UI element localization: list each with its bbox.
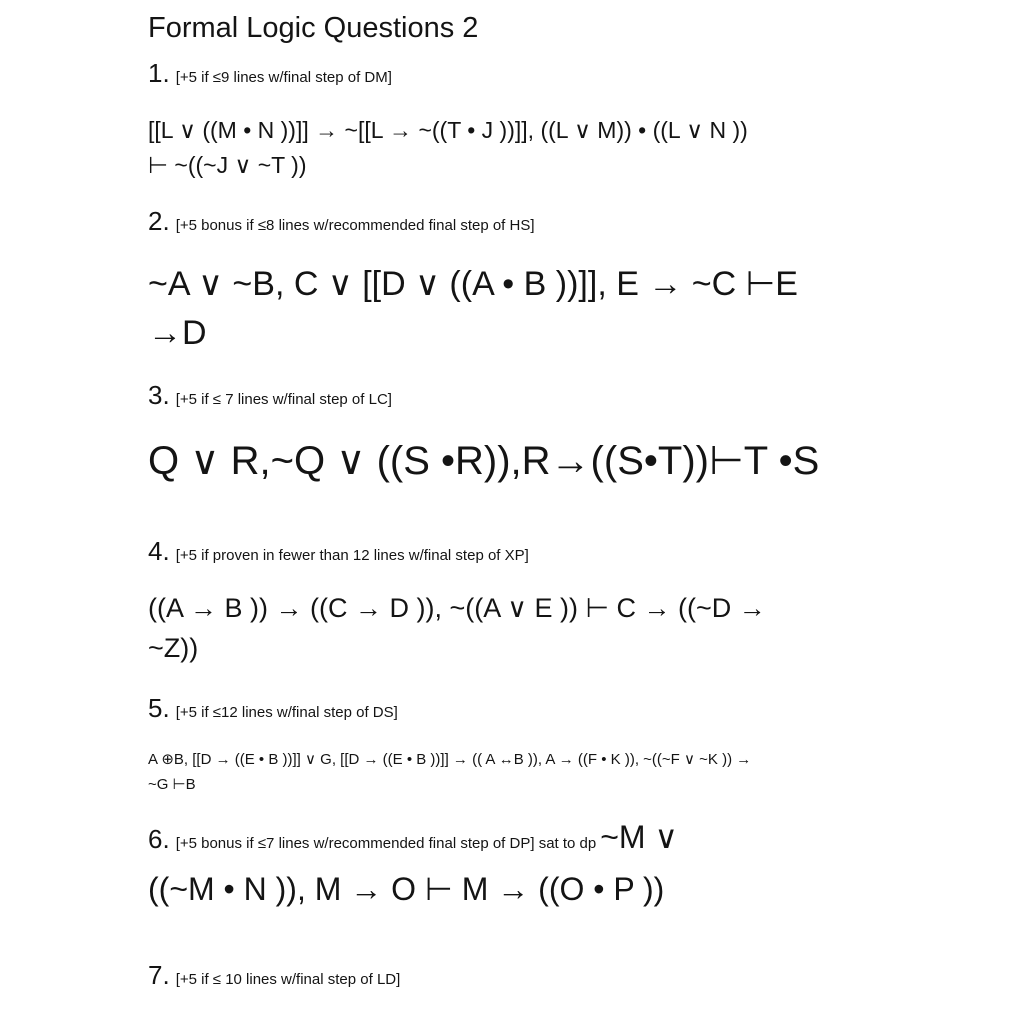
question-2-formula-line-2: →D [148, 314, 207, 352]
question-2-formula-line-1: ~A ∨ ~B, C ∨ [[D ∨ ((A • B ))]], E → ~C ⊢E [148, 265, 798, 303]
question-6-inline-formula: ~M ∨ [600, 819, 678, 855]
question-number: 6. [148, 824, 170, 854]
page-title: Formal Logic Questions 2 [148, 12, 479, 44]
question-4-formula-line-1: ((A → B )) → ((C → D )), ~((A ∨ E )) ⊢ C → ((~D → [148, 593, 766, 623]
question-3-header [148, 380, 392, 411]
question-note: [+5 if ≤ 7 lines w/final step of LC] [175, 391, 392, 408]
question-4-header [148, 536, 529, 567]
question-number: 3. [148, 380, 170, 410]
question-6-formula-line-1: ((~M • N )), M → O ⊢ M → ((O • P )) [148, 871, 665, 907]
question-number: 2. [148, 206, 170, 236]
question-7-header [148, 960, 400, 991]
question-3-formula-line-1: Q ∨ R,~Q ∨ ((S •R)),R→((S•T))⊢T •S [148, 439, 820, 483]
question-5-formula-line-1: A ⊕B, [[D → ((E • B ))]] ∨ G, [[D → ((E • B ))]] → (( A ↔B )), A → ((F • K )), ~((~F ∨ ~K )) → [148, 751, 752, 768]
question-number: 1. [148, 58, 170, 88]
question-4-formula-line-2: ~Z)) [148, 633, 199, 663]
question-note: [+5 if ≤12 lines w/final step of DS] [175, 704, 398, 721]
question-note: [+5 bonus if ≤8 lines w/recommended final step of HS] [175, 217, 535, 234]
question-5-formula-line-2: ~G ⊢B [148, 776, 196, 793]
question-1-formula-line-2: ⊢ ~((~J ∨ ~T )) [148, 152, 307, 178]
question-number: 4. [148, 536, 170, 566]
question-number: 7. [148, 960, 170, 990]
question-note: [+5 bonus if ≤7 lines w/recommended final step of DP] sat to dp [175, 835, 597, 852]
question-number: 5. [148, 693, 170, 723]
question-5-header [148, 693, 398, 724]
question-1-header [148, 58, 392, 89]
question-6-header [148, 818, 678, 856]
question-2-header [148, 206, 535, 237]
question-note: [+5 if proven in fewer than 12 lines w/final step of XP] [175, 547, 529, 564]
question-1-formula-line-1: [[L ∨ ((M • N ))]] → ~[[L → ~((T • J ))]], ((L ∨ M)) • ((L ∨ N )) [148, 117, 748, 143]
question-note: [+5 if ≤ 10 lines w/final step of LD] [175, 971, 401, 988]
question-note: [+5 if ≤9 lines w/final step of DM] [175, 69, 392, 86]
